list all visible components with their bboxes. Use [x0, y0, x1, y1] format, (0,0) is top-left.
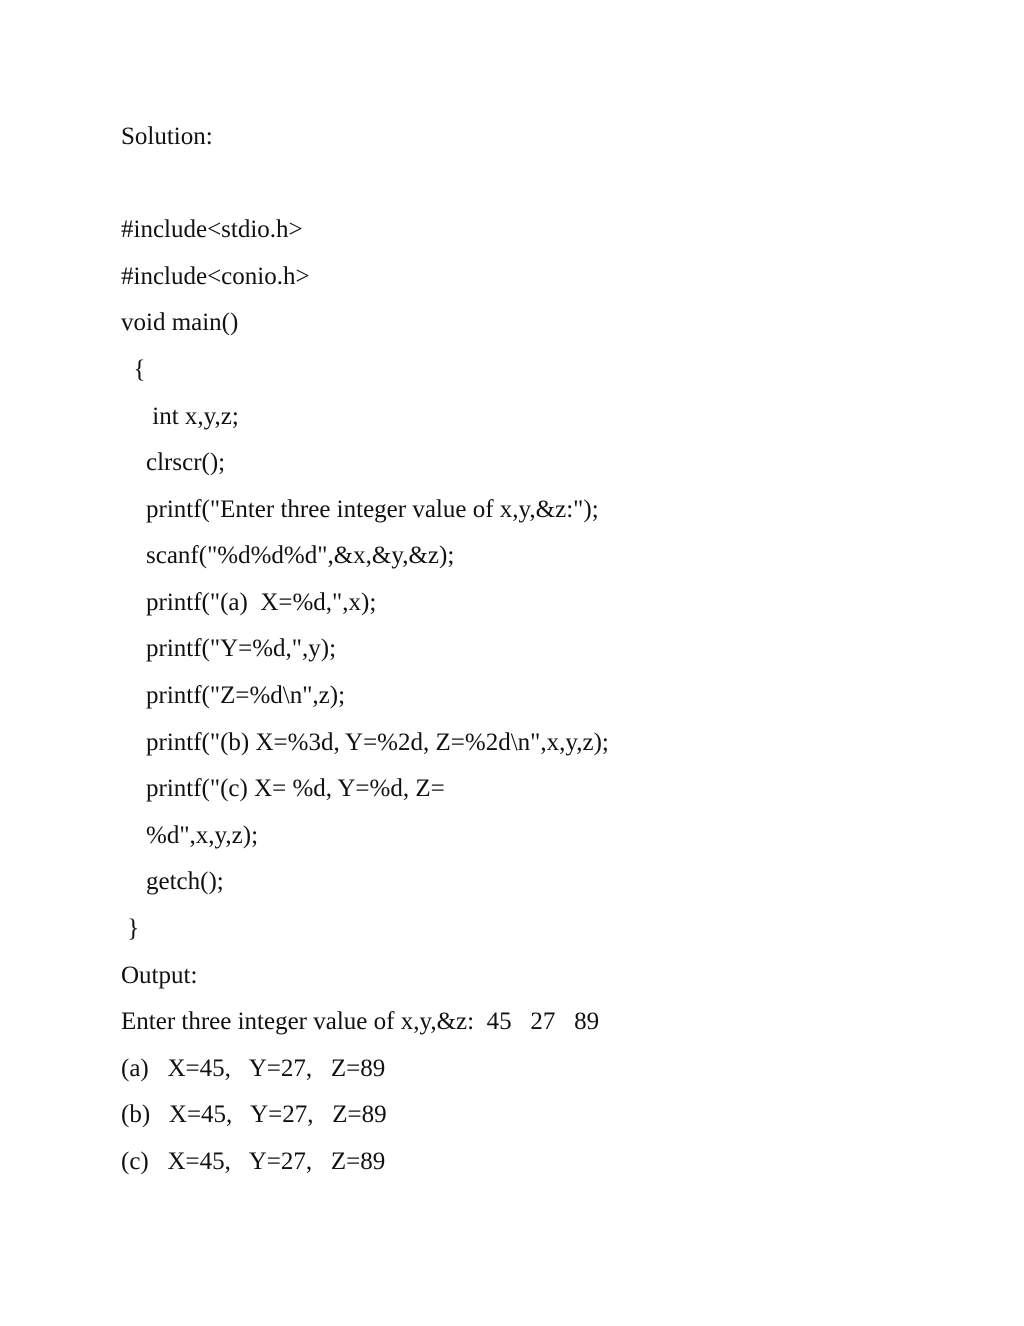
code-line: printf("Y=%d,",y); — [121, 635, 337, 662]
code-line: void main() — [121, 309, 239, 336]
code-line: { — [121, 356, 146, 383]
output-line: (c) X=45, Y=27, Z=89 — [121, 1148, 386, 1175]
code-line: printf("(a) X=%d,",x); — [121, 589, 377, 616]
output-line: Enter three integer value of x,y,&z: 45 27 89 — [121, 1008, 600, 1035]
code-line: printf("Z=%d\n",z); — [121, 682, 346, 709]
code-line: #include<conio.h> — [121, 263, 310, 290]
code-line: clrscr(); — [121, 449, 226, 476]
output-line: (b) X=45, Y=27, Z=89 — [121, 1101, 387, 1128]
code-line: } — [121, 915, 140, 942]
code-line: printf("Enter three integer value of x,y,&z:"); — [121, 496, 599, 523]
code-line: %d",x,y,z); — [121, 822, 259, 849]
code-line: getch(); — [121, 868, 224, 895]
solution-heading: Solution: — [121, 123, 213, 150]
output-heading: Output: — [121, 962, 198, 989]
code-line: printf("(c) X= %d, Y=%d, Z= — [121, 775, 445, 802]
code-line: printf("(b) X=%3d, Y=%2d, Z=%2d\n",x,y,z); — [121, 729, 609, 756]
code-line: #include<stdio.h> — [121, 216, 303, 243]
code-line: scanf("%d%d%d",&x,&y,&z); — [121, 542, 455, 569]
code-line: int x,y,z; — [121, 403, 239, 430]
output-line: (a) X=45, Y=27, Z=89 — [121, 1055, 386, 1082]
